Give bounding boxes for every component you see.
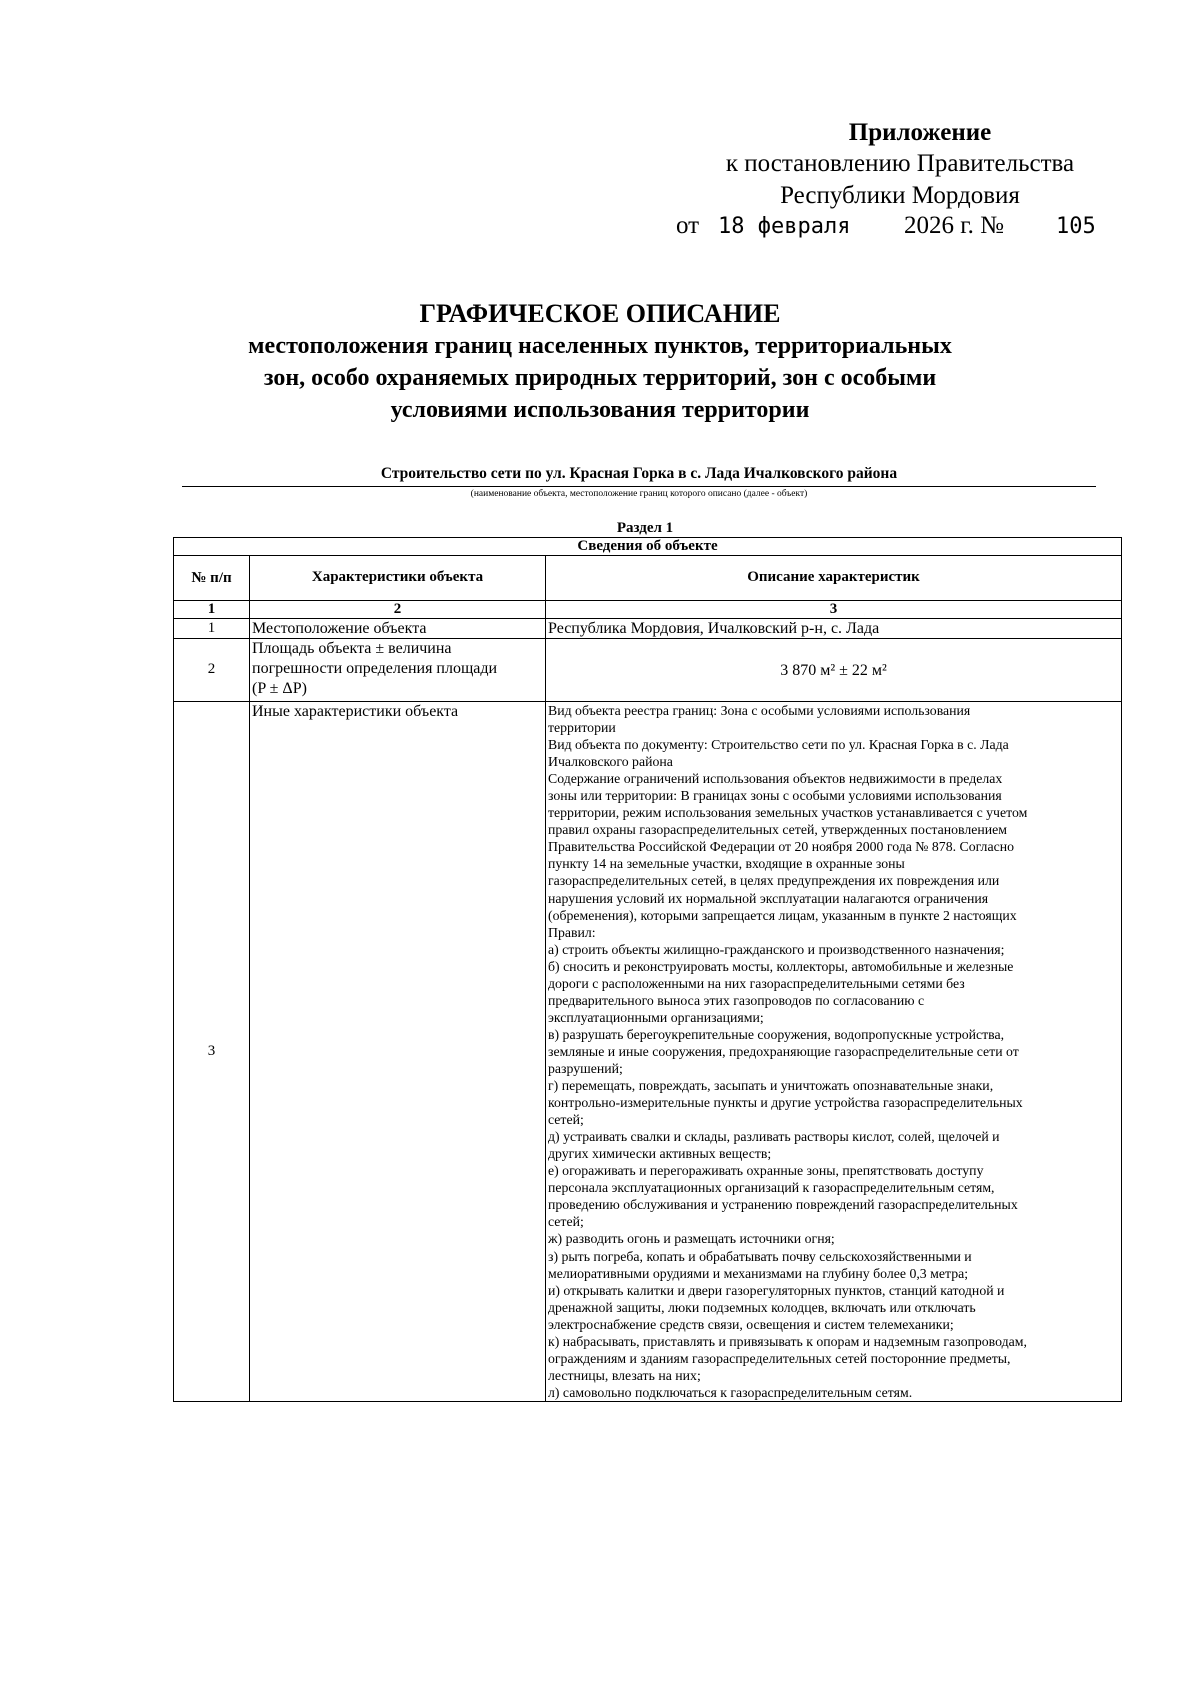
description-line: территории bbox=[548, 720, 616, 736]
description-line: других химически активных веществ; bbox=[548, 1146, 772, 1162]
description-line: сетей; bbox=[548, 1214, 584, 1230]
object-name-caption: (наименование объекта, местоположение границ которого описано (далее - объект) bbox=[470, 489, 808, 499]
description-line: мелиоративными орудиями и механизмами на глубину более 0,3 метра; bbox=[548, 1265, 969, 1281]
table-row bbox=[174, 619, 1122, 639]
description-line: разрушений; bbox=[548, 1060, 623, 1076]
description-line: к) набрасывать, приставлять и привязывать к опорам и надземным газопроводам, bbox=[548, 1333, 1027, 1349]
table-title: Сведения об объекте bbox=[174, 538, 1122, 556]
description-line: земляные и иные сооружения, предохраняющие газораспределительные сети от bbox=[548, 1043, 1019, 1059]
header-number: № п/п bbox=[174, 556, 250, 601]
appendix-title: Приложение bbox=[848, 119, 992, 146]
appendix-block bbox=[676, 118, 1120, 244]
row-characteristic bbox=[250, 639, 546, 702]
description-line: Содержание ограничений использования объектов недвижимости в пределах bbox=[548, 771, 1003, 787]
description-line: персонала эксплуатационных организаций к газораспределительным сетям, bbox=[548, 1180, 995, 1196]
description-line: нарушения условий их нормальной эксплуатации налагаются ограничения bbox=[548, 890, 989, 906]
description-line: Правил: bbox=[548, 924, 596, 940]
description-line: Ичалковского района bbox=[548, 754, 673, 770]
col-number-3: 3 bbox=[546, 601, 1122, 619]
date-prefix: от bbox=[676, 212, 700, 239]
description-line: контрольно-измерительные пункты и другие устройства газораспределительных bbox=[548, 1095, 1023, 1111]
row-description bbox=[546, 702, 1122, 1402]
row-description: 3 870 м² ± 22 м² bbox=[546, 639, 1122, 702]
description-line: зоны или территории: В границах зоны с особыми условиями использования bbox=[548, 788, 1002, 804]
section-title: Раздел 1 bbox=[616, 520, 674, 536]
characteristic-line: погрешности определения площади bbox=[252, 660, 498, 677]
row-characteristic: Иные характеристики объекта bbox=[250, 702, 546, 1402]
decree-number: 105 bbox=[1056, 214, 1096, 239]
description-line: правил охраны газораспределительных сетей, утвержденных постановлением bbox=[548, 822, 1007, 838]
description-line: Вид объекта по документу: Строительство сети по ул. Красная Горка в с. Лада bbox=[548, 737, 1009, 753]
description-line: проведению обслуживания и устранению повреждений газораспределительных bbox=[548, 1197, 1018, 1213]
description-line: а) строить объекты жилищно-гражданского и производственного назначения; bbox=[548, 941, 1005, 957]
object-name: Строительство сети по ул. Красная Горка в с. Лада Ичалковского района bbox=[380, 465, 898, 482]
row-number: 2 bbox=[174, 639, 250, 702]
description-line: г) перемещать, повреждать, засыпать и уничтожать опознавательные знаки, bbox=[548, 1078, 994, 1094]
object-name-underline bbox=[182, 486, 1096, 487]
appendix-line-2: Республики Мордовия bbox=[780, 182, 1020, 209]
object-info-table bbox=[173, 537, 1122, 1402]
document-subtitle-line-1: местоположения границ населенных пунктов, территориальных bbox=[248, 333, 952, 359]
description-line: эксплуатационными организациями; bbox=[548, 1009, 764, 1025]
description-line: з) рыть погреба, копать и обрабатывать почву сельскохозяйственными и bbox=[548, 1248, 972, 1264]
description-line: газораспределительных сетей, в целях предупреждения их повреждения или bbox=[548, 873, 1000, 889]
description-line: б) сносить и реконструировать мосты, коллекторы, автомобильные и железные bbox=[548, 958, 1014, 974]
col-number-2: 2 bbox=[250, 601, 546, 619]
document-subtitle-line-2: зон, особо охраняемых природных территорий, зон с особыми bbox=[263, 365, 937, 391]
description-line: дренажной защиты, люки подземных колодцев, включать или отключать bbox=[548, 1299, 976, 1315]
date-year: 2026 г. № bbox=[904, 212, 1005, 239]
row-characteristic: Местоположение объекта bbox=[250, 619, 546, 639]
description-line: и) открывать калитки и двери газорегуляторных пунктов, станций катодной и bbox=[548, 1282, 1005, 1298]
table-row bbox=[174, 639, 1122, 702]
description-line: пункту 14 на земельные участки, входящие в охранные зоны bbox=[548, 856, 905, 872]
header-characteristic: Характеристики объекта bbox=[250, 556, 546, 601]
document-title-block bbox=[180, 298, 1020, 426]
description-line: в) разрушать берегоукрепительные сооружения, водопропускные устройства, bbox=[548, 1026, 1005, 1042]
row-description: Республика Мордовия, Ичалковский р-н, с. Лада bbox=[546, 619, 1122, 639]
row-number: 3 bbox=[174, 702, 250, 1402]
description-line: л) самовольно подключаться к газораспределительным сетям. bbox=[548, 1384, 913, 1400]
description-line: сетей; bbox=[548, 1112, 584, 1128]
appendix-date-line bbox=[676, 212, 1120, 244]
description-line: (обременения), которыми запрещается лицам, указанным в пункте 2 настоящих bbox=[548, 907, 1017, 923]
document-subtitle-line-3: условиями использования территории bbox=[390, 397, 810, 423]
description-line: д) устраивать свалки и склады, разливать растворы кислот, солей, щелочей и bbox=[548, 1129, 1000, 1145]
characteristic-line: Площадь объекта ± величина bbox=[252, 640, 452, 657]
document-title: ГРАФИЧЕСКОЕ ОПИСАНИЕ bbox=[419, 299, 781, 328]
characteristic-line: (P ± ΔP) bbox=[252, 680, 307, 697]
description-line: Вид объекта реестра границ: Зона с особыми условиями использования bbox=[548, 703, 971, 718]
header-description: Описание характеристик bbox=[546, 556, 1122, 601]
description-line: территории, режим использования земельных участков устанавливается с учетом bbox=[548, 805, 1028, 821]
table-row bbox=[174, 702, 1122, 1402]
date-day-month: 18 февраля bbox=[718, 214, 851, 239]
description-line: Правительства Российской Федерации от 20 ноября 2000 года № 878. Согласно bbox=[548, 839, 1014, 855]
description-line: ж) разводить огонь и размещать источники огня; bbox=[548, 1231, 835, 1247]
description-line: лестницы, влезать на них; bbox=[548, 1367, 701, 1383]
description-line: е) огораживать и перегораживать охранные зоны, препятствовать доступу bbox=[548, 1163, 984, 1179]
row-number: 1 bbox=[174, 619, 250, 639]
description-line: электроснабжение средств связи, освещения и систем телемеханики; bbox=[548, 1316, 954, 1332]
description-line: дороги с расположенными на них газораспределительными сетями без bbox=[548, 975, 965, 991]
col-number-1: 1 bbox=[174, 601, 250, 619]
description-line: ограждениям и зданиям газораспределительных сетей посторонние предметы, bbox=[548, 1350, 1011, 1366]
appendix-line-1: к постановлению Правительства bbox=[725, 150, 1075, 177]
description-line: предварительного выноса этих газопроводов по согласованию с bbox=[548, 992, 925, 1008]
